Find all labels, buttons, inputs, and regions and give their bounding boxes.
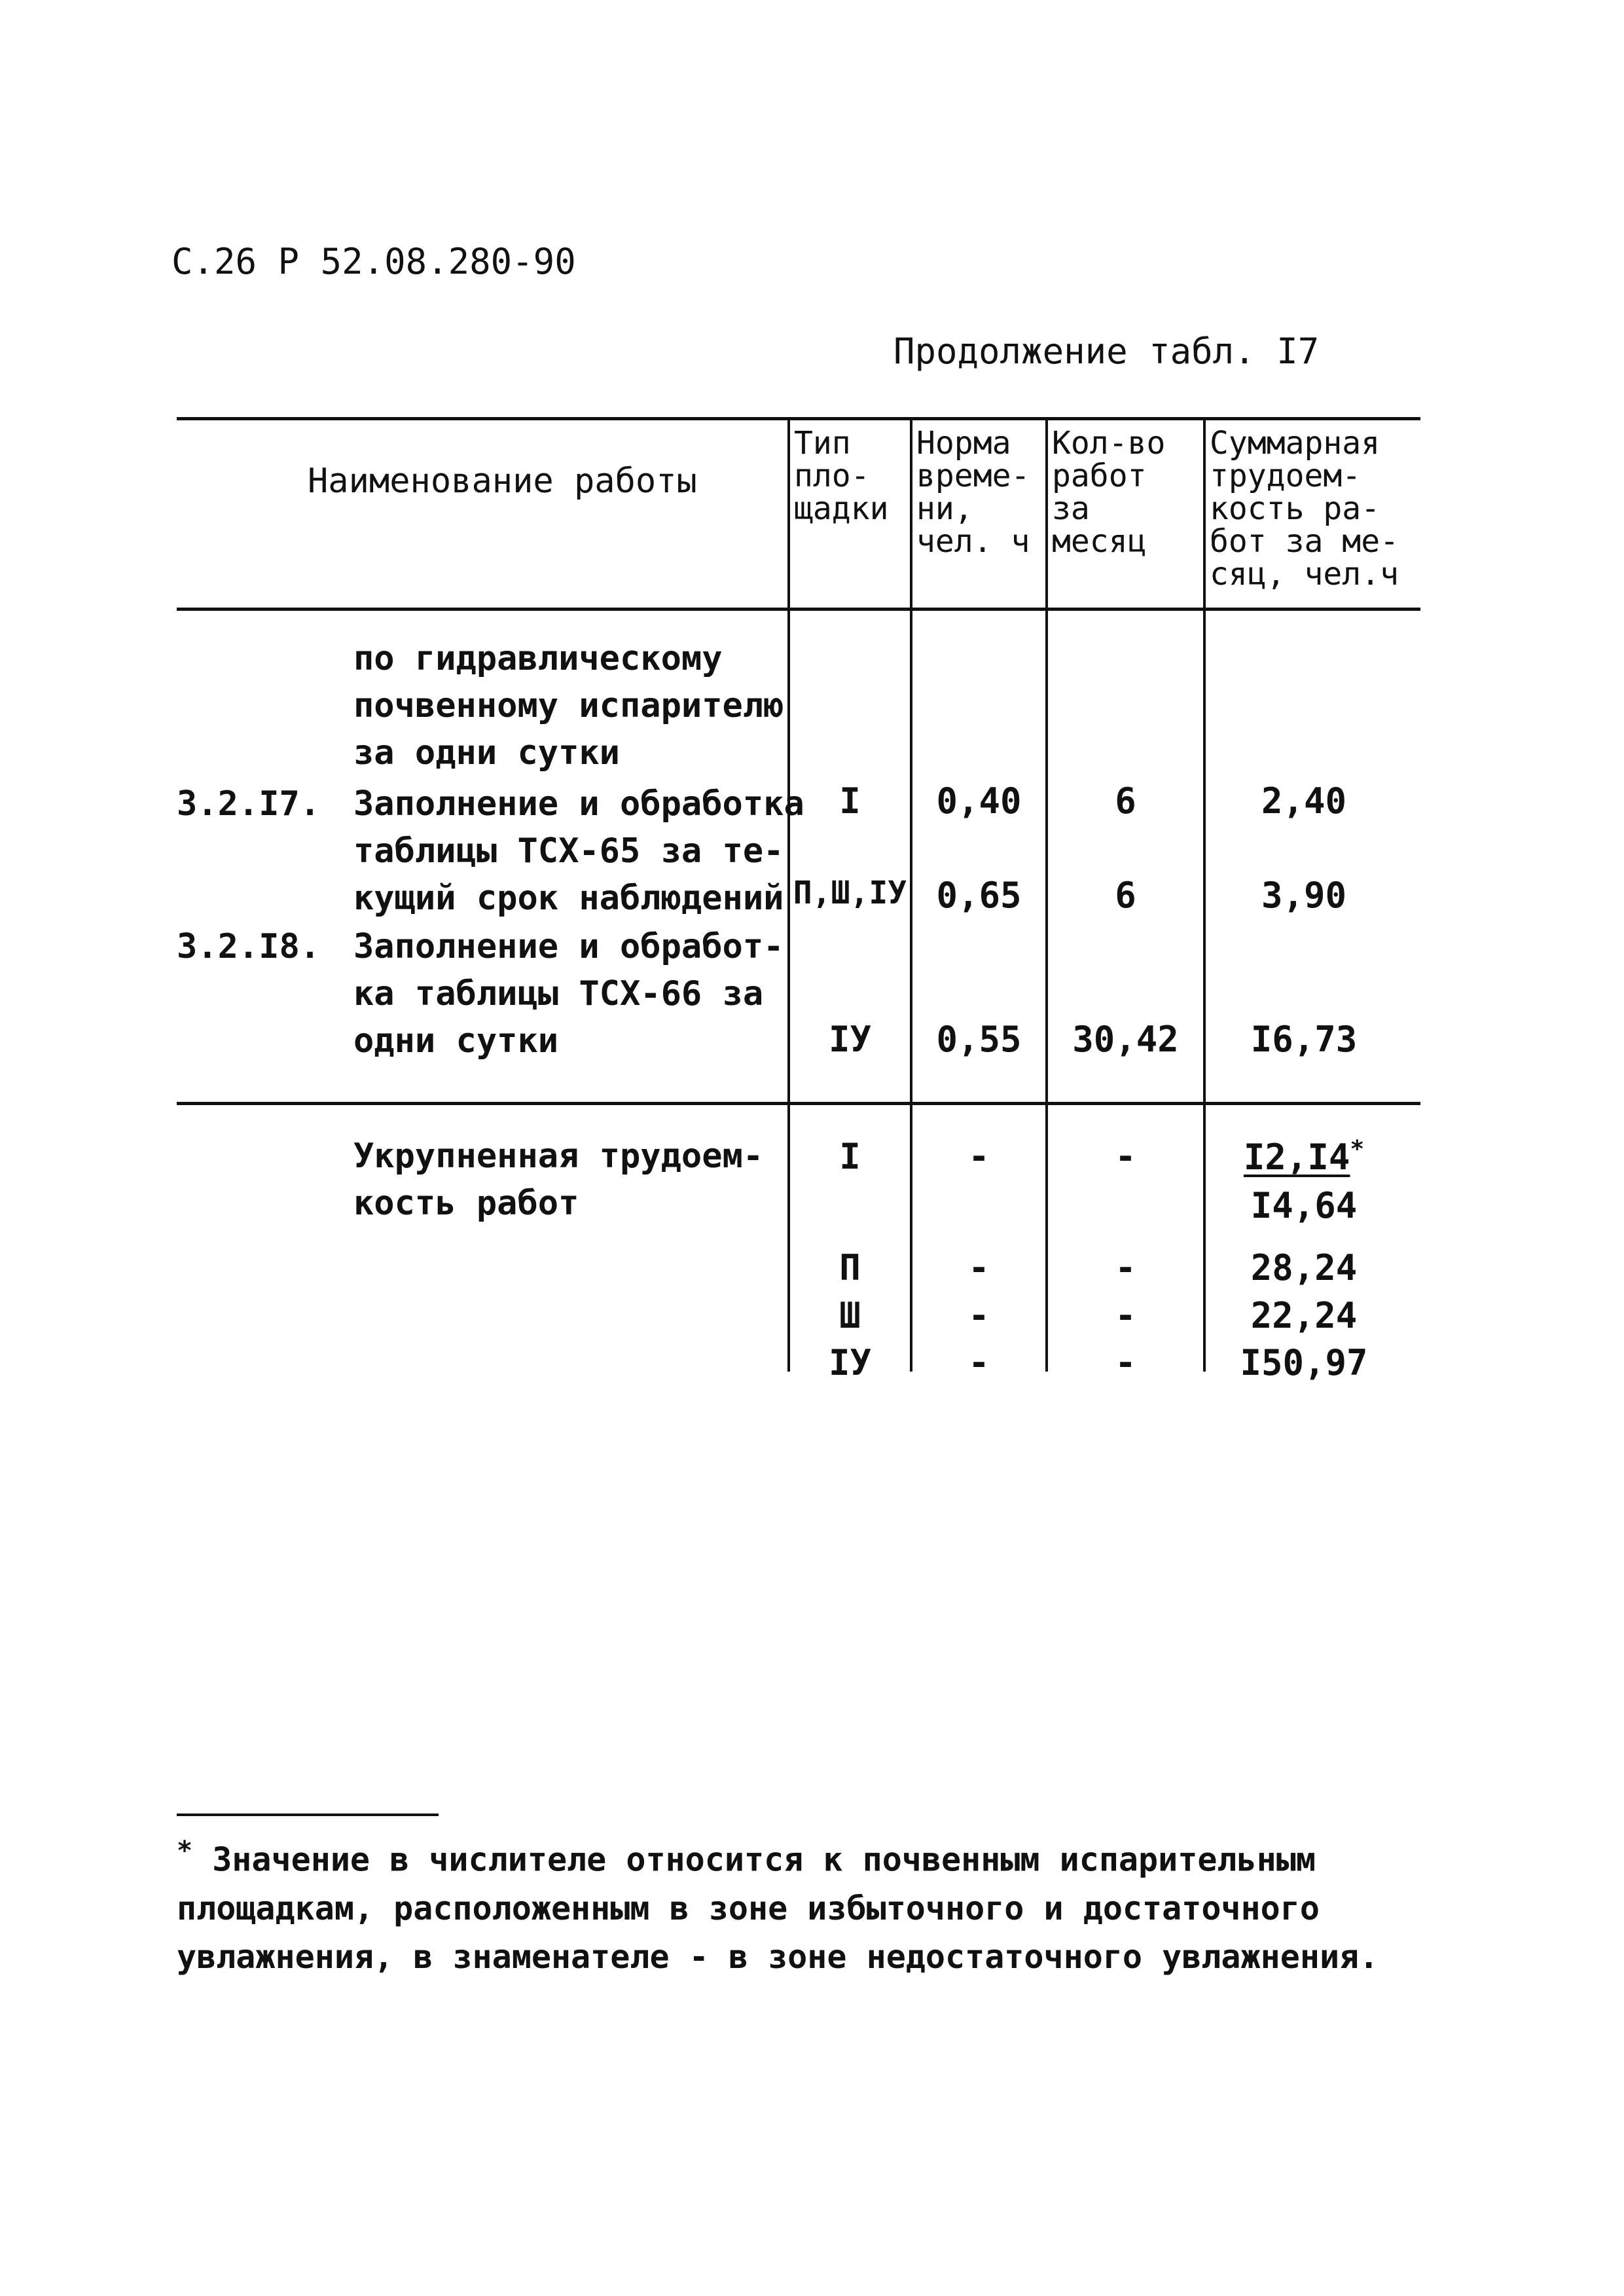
header-norm-line: Норма xyxy=(916,425,1011,462)
summary-2-count: - xyxy=(1115,1247,1136,1288)
row2-count: 30,42 xyxy=(1072,1019,1179,1060)
row2-name-line: Заполнение и обработ- xyxy=(353,927,784,966)
intro-line: по гидравлическому xyxy=(353,639,723,678)
header-type xyxy=(794,427,889,525)
intro-line: за одни сутки xyxy=(353,733,620,773)
summary-3-total: 22,24 xyxy=(1250,1295,1358,1336)
header-type-line: щадки xyxy=(794,490,889,527)
summary-name-line: Укрупненная трудоем- xyxy=(353,1137,764,1176)
header-norm xyxy=(916,427,1030,558)
row1-name-line: Заполнение и обработка xyxy=(353,784,804,824)
row2-name-line: ка таблицы ТСХ-66 за xyxy=(353,974,764,1013)
footnote-rule xyxy=(177,1813,439,1816)
summary-3-type: Ш xyxy=(839,1295,861,1336)
document-code: С.26 Р 52.08.280-90 xyxy=(171,241,576,282)
summary-1-type: I xyxy=(839,1136,861,1177)
row1-name-line: кущий срок наблюдений xyxy=(353,879,784,918)
header-type-line: Тип xyxy=(794,425,851,462)
table-header-rule xyxy=(177,608,1420,611)
header-count xyxy=(1052,427,1165,558)
header-total-line: трудоем- xyxy=(1210,458,1362,494)
footnote-text: Значение в числителе относится к почвенным испарительным площадкам, расположенным в зоне избыточного и достаточного увлажнения, в знаменателе - в зоне недостаточного увлажнения. xyxy=(177,1840,1379,1976)
header-norm-line: време- xyxy=(916,458,1030,494)
header-name xyxy=(308,462,697,501)
row1b-total: 3,90 xyxy=(1261,875,1347,916)
row2-number: 3.2.I8. xyxy=(177,927,321,966)
header-total-line: Суммарная xyxy=(1210,425,1380,462)
summary-1-total-denominator: I4,64 xyxy=(1250,1185,1358,1226)
header-total-line: бот за ме- xyxy=(1210,523,1399,560)
row1a-norm: 0,40 xyxy=(936,780,1022,822)
header-total-line: сяц, чел.ч xyxy=(1210,556,1399,592)
row1-number: 3.2.I7. xyxy=(177,784,321,824)
summary-3-norm: - xyxy=(968,1295,990,1336)
table-top-rule xyxy=(177,417,1420,420)
row1b-type: П,Ш,IУ xyxy=(793,875,907,911)
header-norm-line: чел. ч xyxy=(916,523,1030,560)
row2-name-line: одни сутки xyxy=(353,1021,559,1061)
footnote xyxy=(177,1827,1460,1981)
header-total-line: кость ра- xyxy=(1210,490,1380,527)
header-name-text: Наименование работы xyxy=(308,462,697,501)
footnote-star: * xyxy=(177,1836,193,1866)
row1a-type: I xyxy=(839,780,861,822)
table-summary-rule xyxy=(177,1102,1420,1105)
summary-4-norm: - xyxy=(968,1342,990,1383)
summary-2-type: П xyxy=(839,1247,861,1288)
header-type-line: пло- xyxy=(794,458,870,494)
row1-name-line: таблицы ТСХ-65 за те- xyxy=(353,831,784,871)
summary-4-type: IУ xyxy=(828,1342,872,1383)
intro-text xyxy=(353,635,784,776)
row2-total: I6,73 xyxy=(1250,1019,1358,1060)
header-count-line: работ xyxy=(1052,458,1147,494)
row2-type: IУ xyxy=(828,1019,872,1060)
summary-4-total: I50,97 xyxy=(1240,1342,1368,1383)
summary-1-count: - xyxy=(1115,1136,1136,1177)
table-continuation-title: Продолжение табл. I7 xyxy=(893,331,1320,372)
row2-name xyxy=(353,923,784,1065)
row1a-count: 6 xyxy=(1115,780,1136,822)
summary-name xyxy=(353,1133,763,1227)
header-count-line: месяц xyxy=(1052,523,1147,560)
header-count-line: за xyxy=(1052,490,1090,527)
row1-name xyxy=(353,780,804,922)
summary-4-count: - xyxy=(1115,1342,1136,1383)
header-count-line: Кол-во xyxy=(1052,425,1166,462)
row1a-total: 2,40 xyxy=(1261,780,1347,822)
summary-1-norm: - xyxy=(968,1136,990,1177)
summary-3-count: - xyxy=(1115,1295,1136,1336)
summary-2-norm: - xyxy=(968,1247,990,1288)
summary-1-total-numerator xyxy=(1206,1136,1402,1178)
footnote-marker: * xyxy=(1350,1136,1365,1163)
row2-norm: 0,55 xyxy=(936,1019,1022,1060)
row1b-norm: 0,65 xyxy=(936,875,1022,916)
summary-name-line: кость работ xyxy=(353,1184,579,1223)
intro-line: почвенному испарителю xyxy=(353,686,784,725)
row1b-count: 6 xyxy=(1115,875,1136,916)
numerator-value: I2,I4 xyxy=(1243,1137,1350,1178)
summary-2-total: 28,24 xyxy=(1250,1247,1358,1288)
header-norm-line: ни, xyxy=(916,490,973,527)
header-total xyxy=(1210,427,1399,591)
